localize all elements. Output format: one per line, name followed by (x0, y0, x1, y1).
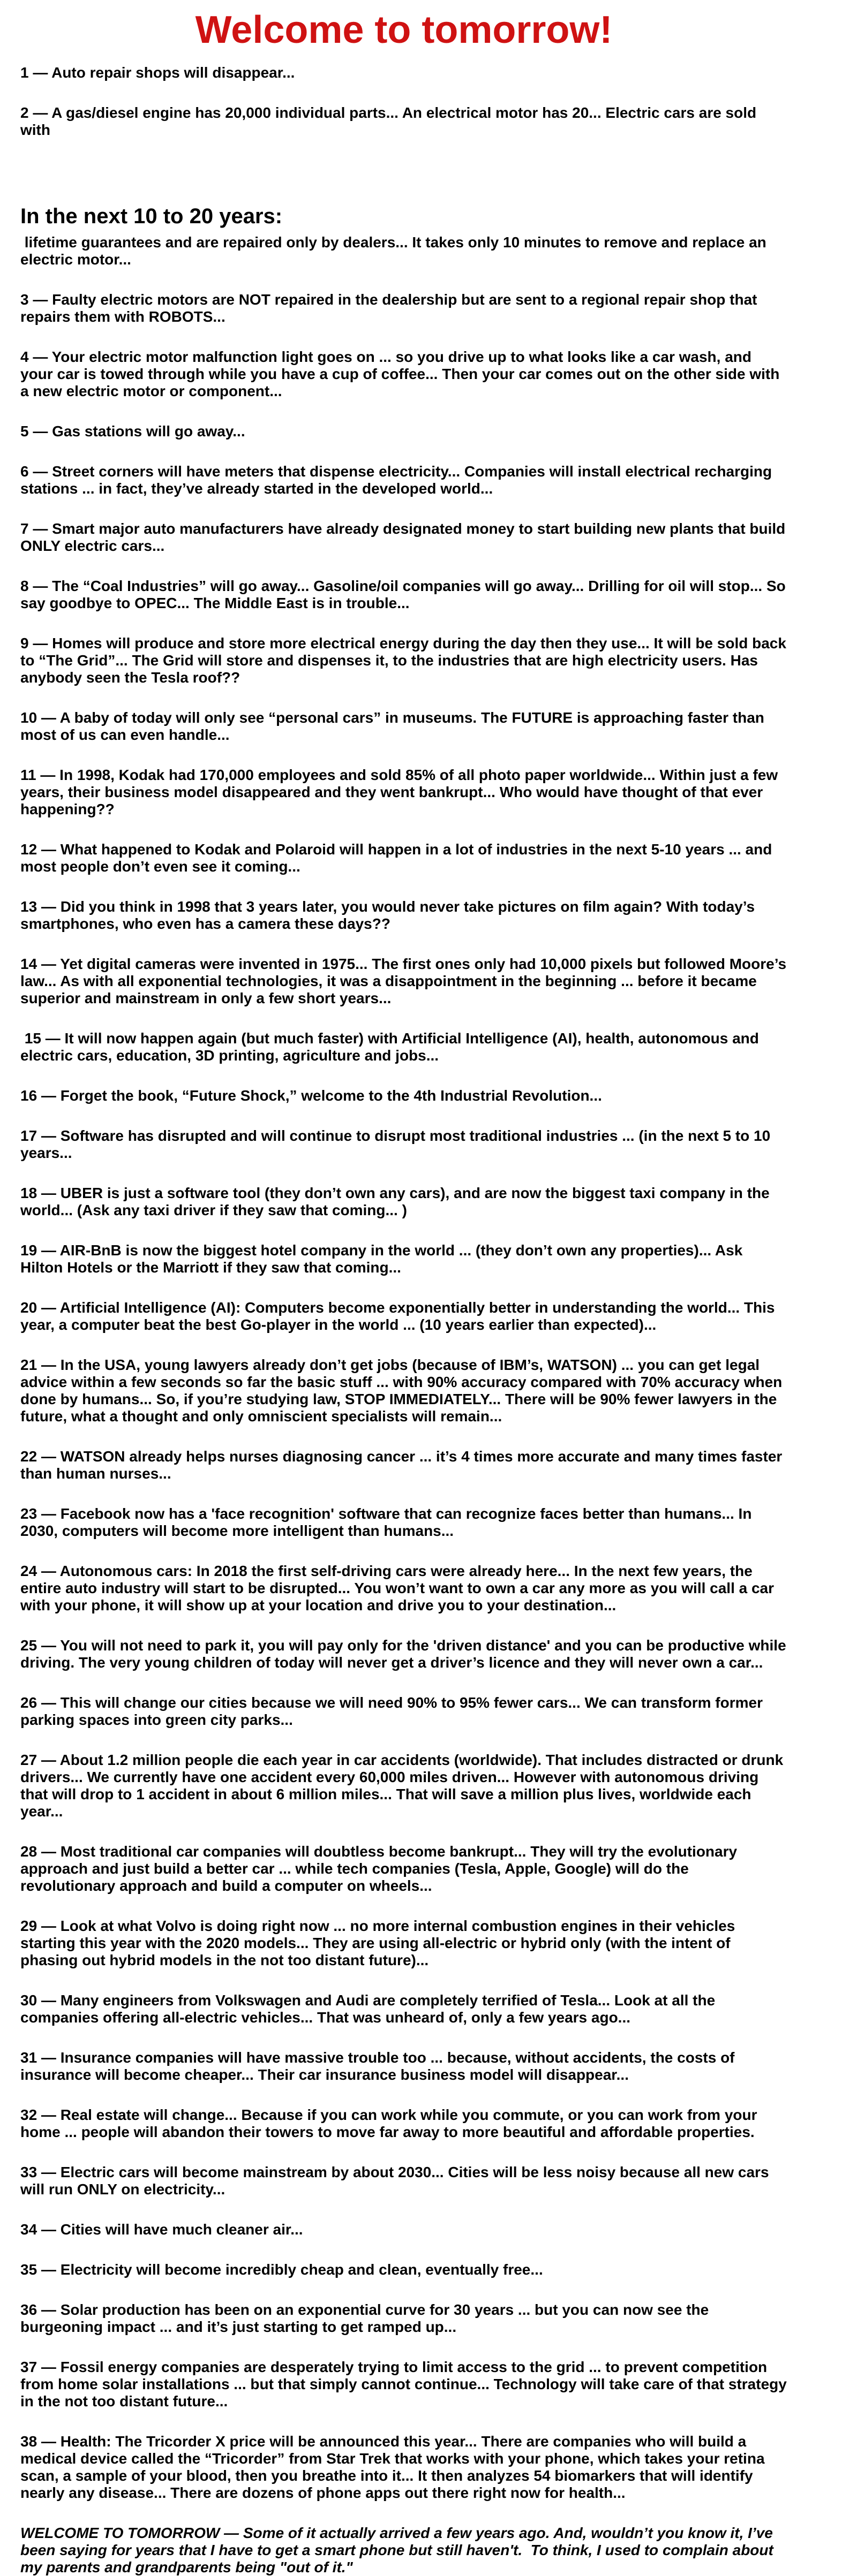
paragraph-10: 10 — A baby of today will only see “personal cars” in museums. The FUTURE is approaching faster than most of us can even handle... (20, 709, 769, 743)
paragraph-28: 28 — Most traditional car companies will doubtless become bankrupt... They will try the evolutionary approach and just build a better car ... while tech companies (Tesla, Apple, Google) will do the revolutionary approach and build a computer on wheels... (20, 1843, 741, 1894)
paragraph-19: 19 — AIR-BnB is now the biggest hotel company in the world ... (they don’t own any properties)... Ask Hilton Hotels or the Marriott if they saw that coming... (20, 1242, 747, 1276)
paragraph-31: 31 — Insurance companies will have massive trouble too ... because, without accidents, the costs of insurance will become cheaper... Their car insurance business model will disappear... (20, 2049, 739, 2083)
paragraph-11: 11 — In 1998, Kodak had 170,000 employees and sold 85% of all photo paper worldwide... Within just a few years, their business model disappeared and they went bankrupt... Who would have thought of that ever happening?? (20, 767, 782, 817)
paragraph-34: 34 — Cities will have much cleaner air... (20, 2221, 303, 2238)
paragraph-22: 22 — WATSON already helps nurses diagnosing cancer ... it’s 4 times more accurate and many times faster than human nurses... (20, 1448, 787, 1482)
paragraph-5: 5 — Gas stations will go away... (20, 423, 245, 440)
section-heading: In the next 10 to 20 years: (20, 204, 283, 228)
paragraph-4: 4 — Your electric motor malfunction light goes on ... so you drive up to what looks like a car wash, and your car is towed through while you have a cup of coffee... Then your car comes out on the other side with a new electric motor or component... (20, 348, 784, 399)
paragraph-37: 37 — Fossil energy companies are desperately trying to limit access to the grid ... to prevent competition from home solar installations ... but that simply cannot continue... Technology will take care of that strategy in the not too distant future... (20, 2359, 791, 2410)
paragraph-23: 23 — Facebook now has a 'face recognition' software that can recognize faces better than humans... In 2030, computers will become more intelligent than humans... (20, 1505, 756, 1539)
paragraph-27: 27 — About 1.2 million people die each year in car accidents (worldwide). That includes distracted or drunk drivers... We currently have one accident every 60,000 miles driven... However with autonomous driving that will drop to 1 accident in about 6 million miles... That will save a million plus lives, worldwide each year... (20, 1752, 787, 1820)
paragraph-15: 15 — It will now happen again (but much faster) with Artificial Intelligence (AI), health, autonomous and electric cars, education, 3D printing, agriculture and jobs... (20, 1030, 763, 1064)
paragraph-13: 13 — Did you think in 1998 that 3 years later, you would never take pictures on film again? With today’s smartphones, who even has a camera these days?? (20, 898, 759, 932)
paragraph-7: 7 — Smart major auto manufacturers have already designated money to start building new plants that build ONLY electric cars... (20, 520, 790, 554)
paragraph-33: 33 — Electric cars will become mainstream by about 2030... Cities will be less noisy because all new cars will run ONLY on electricity... (20, 2164, 773, 2198)
paragraph-25: 25 — You will not need to park it, you will pay only for the 'driven distance' and you can be productive while driving. The very young children of today will never get a driver’s licence and they will never own a car... (20, 1637, 791, 1671)
paragraph-8: 8 — The “Coal Industries” will go away... Gasoline/oil companies will go away... Drilling for oil will stop... So say goodbye to OPEC... The Middle East is in trouble... (20, 578, 790, 611)
document-page (20, 9, 791, 2576)
paragraph-36: 36 — Solar production has been on an exponential curve for 30 years ... but you can now see the burgeoning impact ... and it’s just starting to get ramped up... (20, 2301, 713, 2335)
paragraph-list (20, 64, 791, 2576)
paragraph-24: 24 — Autonomous cars: In 2018 the first self-driving cars were already here... In the next few years, the entire auto industry will start to be disrupted... You won’t want to own a car any more as you will call a car with your phone, it will show up at your location and drive you to your destination... (20, 1563, 778, 1613)
paragraph-2-intro: 2 — A gas/diesel engine has 20,000 individual parts... An electrical motor has 20... Electric cars are sold with (20, 104, 761, 138)
paragraph-6: 6 — Street corners will have meters that dispense electricity... Companies will install electrical recharging stations ... in fact, they’ve already started in the developed world... (20, 463, 776, 497)
paragraph-26: 26 — This will change our cities because we will need 90% to 95% fewer cars... We can transform former parking spaces into green city parks... (20, 1694, 767, 1728)
paragraph-16: 16 — Forget the book, “Future Shock,” welcome to the 4th Industrial Revolution... (20, 1087, 602, 1104)
closing-paragraph: WELCOME TO TOMORROW — Some of it actually arrived a few years ago. And, wouldn’t you know it, I’ve been saying for years that I have to get a smart phone but still haven't. To think, I used to complain about my parents and grandparents being "out of it." (20, 2525, 778, 2575)
paragraph-18: 18 — UBER is just a software tool (they don’t own any cars), and are now the biggest taxi company in the world... (Ask any taxi driver if they saw that coming... ) (20, 1185, 774, 1218)
paragraph-30: 30 — Many engineers from Volkswagen and Audi are completely terrified of Tesla... Look at all the companies offering all-electric vehicles... That was unheard of, only a few years ago... (20, 1992, 719, 2026)
paragraph-21: 21 — In the USA, young lawyers already don’t get jobs (because of IBM’s, WATSON) ... you can get legal advice within a few seconds so far the basic stuff ... with 90% accuracy compared with 70% accuracy when done by humans... So, if you’re studying law, STOP IMMEDIATELY... There will be 90% fewer lawyers in the future, what a thought and only omniscient specialists will remain... (20, 1357, 787, 1425)
paragraph-1: 1 — Auto repair shops will disappear... (20, 64, 295, 81)
paragraph-14: 14 — Yet digital cameras were invented in 1975... The first ones only had 10,000 pixels but followed Moore’s law... As with all exponential technologies, it was a disappointment in the beginning ... before it became superior and mainstream in only a few short years... (20, 956, 791, 1006)
paragraph-20: 20 — Artificial Intelligence (AI): Computers become exponentially better in understanding the world... This year, a computer beat the best Go-player in the world ... (10 years earlier than expected)... (20, 1299, 779, 1333)
paragraph-35: 35 — Electricity will become incredibly cheap and clean, eventually free... (20, 2261, 543, 2278)
paragraph-9: 9 — Homes will produce and store more electrical energy during the day then they use... It will be sold back to “The Grid”... The Grid will store and dispenses it, to the industries that are high electricity users. Has anybody seen the Tesla roof?? (20, 635, 791, 686)
paragraph-29: 29 — Look at what Volvo is doing right now ... no more internal combustion engines in their vehicles starting this year with the 2020 models... They are using all-electric or hybrid only (with the intent of phasing out hybrid models in the not too distant future)... (20, 1918, 740, 1968)
paragraph-32: 32 — Real estate will change... Because if you can work while you commute, or you can work from your home ... people will abandon their towers to move far away to more beautiful and affordable properties. (20, 2107, 762, 2140)
paragraph-12: 12 — What happened to Kodak and Polaroid will happen in a lot of industries in the next 5-10 years ... and most people don’t even see it coming... (20, 841, 777, 875)
paragraph-38: 38 — Health: The Tricorder X price will be announced this year... There are companies who will build a medical device called the “Tricorder” from Star Trek that works with your phone, which takes your retina scan, a sample of your blood, then you breathe into it... It then analyzes 54 biomarkers that will identify nearly any disease... There are dozens of phone apps out there right now for health... (20, 2433, 769, 2501)
paragraph-17: 17 — Software has disrupted and will continue to disrupt most traditional industries ... (in the next 5 to 10 years... (20, 1127, 775, 1161)
page-title: Welcome to tomorrow! (195, 9, 613, 51)
paragraph-3: 3 — Faulty electric motors are NOT repaired in the dealership but are sent to a regional repair shop that repairs them with ROBOTS... (20, 291, 762, 325)
paragraph-2-continuation: lifetime guarantees and are repaired only by dealers... It takes only 10 minutes to remove and replace an electric motor... (20, 234, 771, 268)
